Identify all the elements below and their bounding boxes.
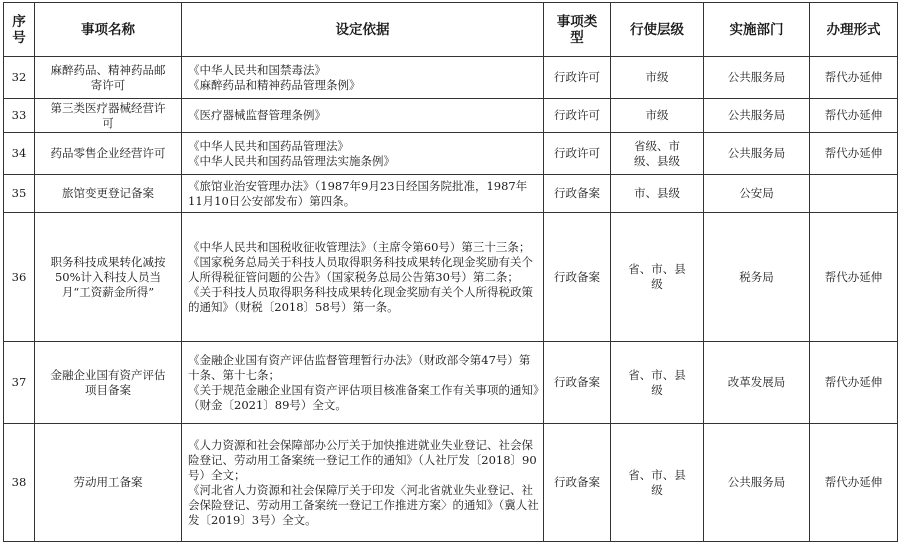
header-level: 行使层级 xyxy=(611,3,704,57)
item-basis xyxy=(182,424,544,542)
item-type: 行政备案 xyxy=(544,175,611,213)
row-number: 36 xyxy=(4,213,35,342)
item-basis xyxy=(182,99,544,133)
item-name: 麻醉药品、精神药品邮寄许可 xyxy=(35,57,182,99)
item-name: 劳动用工备案 xyxy=(35,424,182,542)
row-number: 33 xyxy=(4,99,35,133)
item-type: 行政备案 xyxy=(544,213,611,342)
item-basis xyxy=(182,342,544,424)
header-basis: 设定依据 xyxy=(182,3,544,57)
item-basis xyxy=(182,57,544,99)
table-row xyxy=(4,99,898,133)
table-row xyxy=(4,57,898,99)
item-level: 市级 xyxy=(611,99,704,133)
basis-line: 《关于规范金融企业国有资产评估项目核准备案工作有关事项的通知》（财金〔2021〕89号）全文。 xyxy=(188,382,539,412)
item-form: 帮代办延伸 xyxy=(810,213,898,342)
item-type: 行政许可 xyxy=(544,57,611,99)
header-name: 事项名称 xyxy=(35,3,182,57)
item-form: 帮代办延伸 xyxy=(810,424,898,542)
header-dept: 实施部门 xyxy=(704,3,810,57)
item-basis xyxy=(182,213,544,342)
item-dept: 改革发展局 xyxy=(704,342,810,424)
basis-line: 《河北省人力资源和社会保障厅关于印发〈河北省就业失业登记、社会保险登记、劳动用工备案统一登记工作推进方案〉的通知》（冀人社发〔2019〕3号）全文。 xyxy=(188,482,539,527)
row-number: 32 xyxy=(4,57,35,99)
row-number: 34 xyxy=(4,133,35,175)
item-type: 行政许可 xyxy=(544,99,611,133)
table-row xyxy=(4,342,898,424)
header-row xyxy=(4,3,898,57)
item-basis xyxy=(182,175,544,213)
items-table xyxy=(3,2,898,542)
basis-line: 《中华人民共和国税收征收管理法》（主席令第60号）第三十三条； xyxy=(188,239,531,254)
item-form: 帮代办延伸 xyxy=(810,99,898,133)
header-type: 事项类型 xyxy=(544,3,611,57)
item-form: 帮代办延伸 xyxy=(810,57,898,99)
item-level: 省、市、县级 xyxy=(611,213,704,342)
item-level: 省级、市级、县级 xyxy=(611,133,704,175)
basis-line: 《关于科技人员取得职务科技成果转化现金奖励有关个人所得税政策的通知》（财税〔2018〕58号）第一条。 xyxy=(188,284,533,314)
item-form: 帮代办延伸 xyxy=(810,342,898,424)
item-type: 行政许可 xyxy=(544,133,611,175)
basis-line: 《金融企业国有资产评估监督管理暂行办法》（财政部令第47号）第十条、第十七条； xyxy=(188,352,531,382)
item-name: 金融企业国有资产评估项目备案 xyxy=(35,342,182,424)
item-level: 市、县级 xyxy=(611,175,704,213)
item-name: 旅馆变更登记备案 xyxy=(35,175,182,213)
item-name: 第三类医疗器械经营许可 xyxy=(35,99,182,133)
header-form: 办理形式 xyxy=(810,3,898,57)
item-name: 职务科技成果转化减按50%计入科技人员当月“工资薪金所得” xyxy=(35,213,182,342)
basis-line: 《人力资源和社会保障部办公厅关于加快推进就业失业登记、社会保险登记、劳动用工备案统一登记工作的通知》（人社厅发〔2018〕90号）全文； xyxy=(188,437,537,482)
basis-line: 《国家税务总局关于科技人员取得职务科技成果转化现金奖励有关个人所得税征管问题的公告》（国家税务总局公告第30号）第二条； xyxy=(188,254,533,284)
basis-line: 《麻醉药品和精神药品管理条例》 xyxy=(188,77,361,92)
item-dept: 公共服务局 xyxy=(704,424,810,542)
basis-line: 《中华人民共和国禁毒法》 xyxy=(188,62,326,77)
row-number: 38 xyxy=(4,424,35,542)
basis-line: 《旅馆业治安管理办法》（1987年9月23日经国务院批准，1987年11月10日公安部发布）第四条。 xyxy=(188,178,528,208)
item-dept: 税务局 xyxy=(704,213,810,342)
item-dept: 公安局 xyxy=(704,175,810,213)
table-row xyxy=(4,133,898,175)
row-number: 37 xyxy=(4,342,35,424)
basis-line: 《中华人民共和国药品管理法》 xyxy=(188,138,349,153)
basis-line: 《中华人民共和国药品管理法实施条例》 xyxy=(188,153,395,168)
row-number: 35 xyxy=(4,175,35,213)
item-dept: 公共服务局 xyxy=(704,99,810,133)
item-dept: 公共服务局 xyxy=(704,57,810,99)
item-level: 省、市、县级 xyxy=(611,424,704,542)
header-no: 序号 xyxy=(4,3,35,57)
item-form xyxy=(810,175,898,213)
basis-line: 《医疗器械监督管理条例》 xyxy=(188,108,326,122)
table-row xyxy=(4,424,898,542)
table-row xyxy=(4,213,898,342)
table-row xyxy=(4,175,898,213)
item-name: 药品零售企业经营许可 xyxy=(35,133,182,175)
item-level: 省、市、县级 xyxy=(611,342,704,424)
item-dept: 公共服务局 xyxy=(704,133,810,175)
item-form: 帮代办延伸 xyxy=(810,133,898,175)
item-basis xyxy=(182,133,544,175)
item-type: 行政备案 xyxy=(544,424,611,542)
item-type: 行政备案 xyxy=(544,342,611,424)
item-level: 市级 xyxy=(611,57,704,99)
